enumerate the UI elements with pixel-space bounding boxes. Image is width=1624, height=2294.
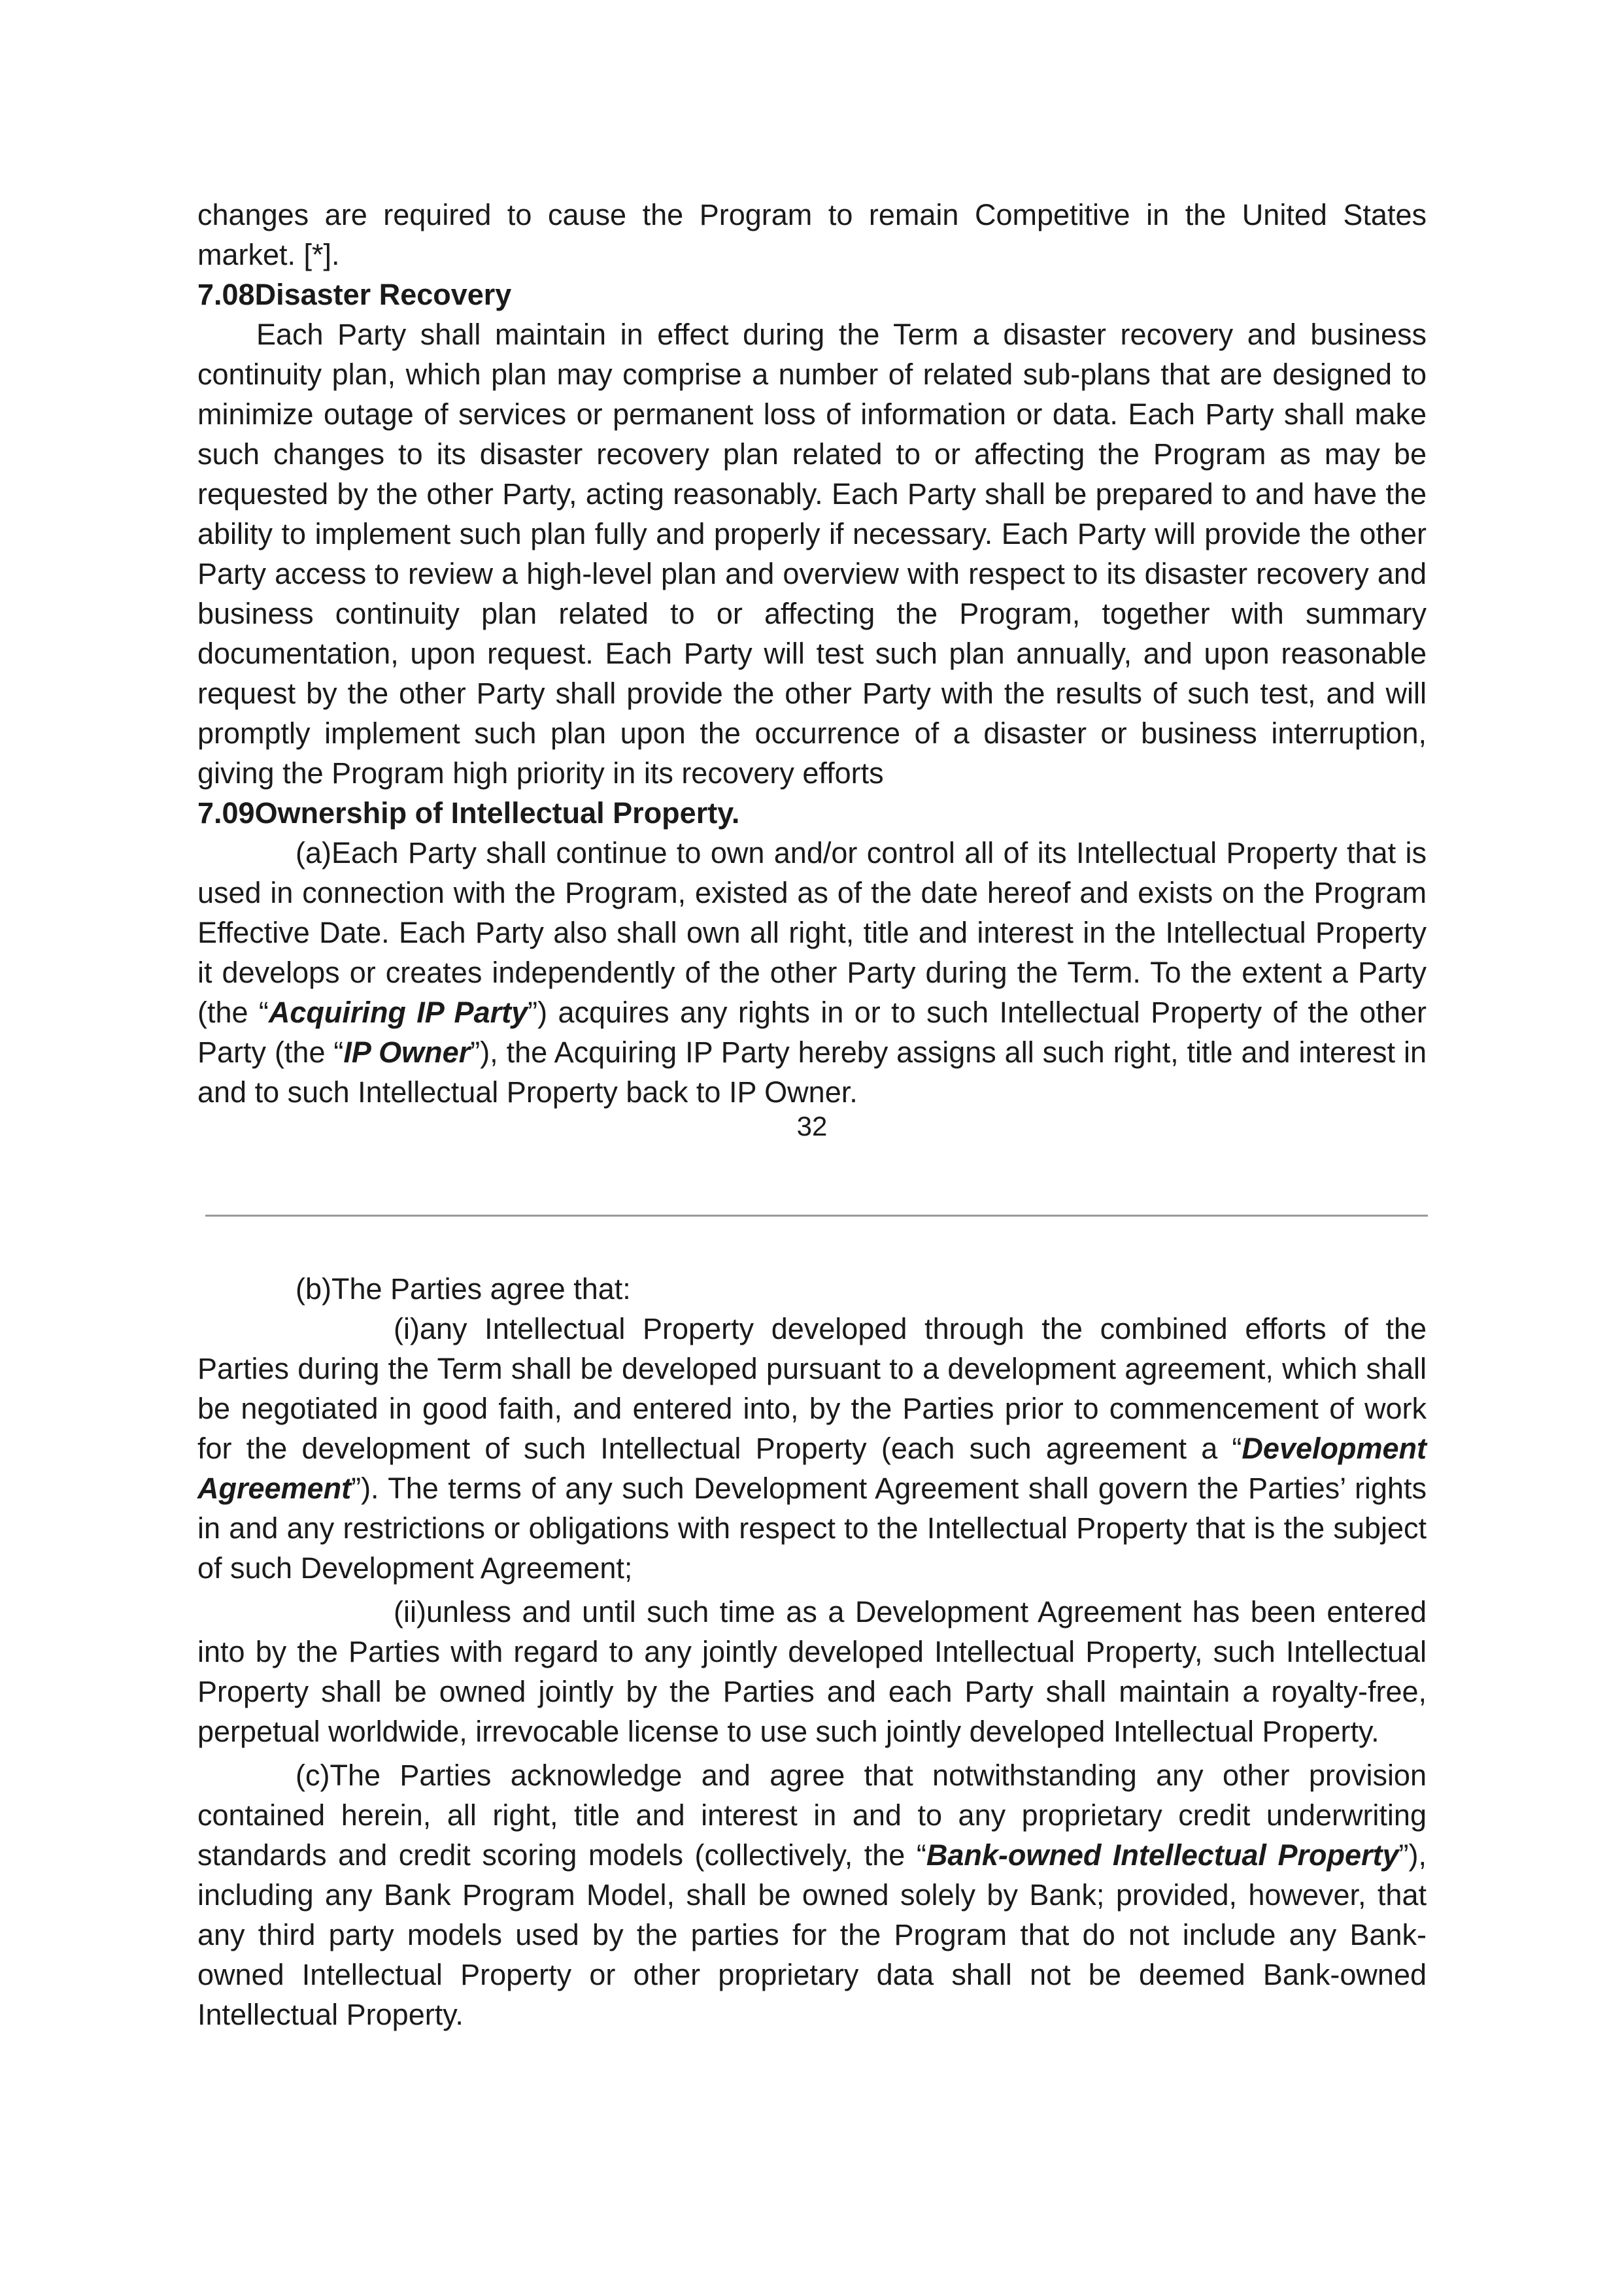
paragraph-a-text-2: ”) acquires any rights in or to such Intellectual Property of the other Party (the “: [197, 996, 1427, 1069]
page-divider: [205, 1215, 1428, 1217]
section-7-09-paragraph-a: [197, 833, 1427, 1112]
paragraph-ii: (ii)unless and until such time as a Development Agreement has been entered into by the Parties with regard to any jointly developed Intellectual Property, such Intellectual Property shall be owned jointly by the Parties and each Party shall maintain a royalty-free, perpetual worldwide, irrevocable license to use such jointly developed Intellectual Property.: [197, 1595, 1427, 1748]
defined-term-ip-owner: IP Owner: [343, 1036, 471, 1069]
paragraph-i-text-1: (i)any Intellectual Property developed through the combined efforts of the Parties during the Term shall be developed pursuant to a development agreement, which shall be negotiated in good faith, and entered into, by the Parties prior to commencement of work for the development of such Intellectual Property (each such agreement a “: [197, 1312, 1427, 1465]
page-number: 32: [796, 1111, 828, 1141]
section-7-08-body: Each Party shall maintain in effect during the Term a disaster recovery and business continuity plan, which plan may comprise a number of related sub-plans that are designed to minimize outage of services or permanent loss of information or data. Each Party shall make such changes to its disaster recovery plan related to or affecting the Program as may be requested by the other Party, acting reasonably. Each Party shall be prepared to and have the ability to implement such plan fully and properly if necessary. Each Party will provide the other Party access to review a high-level plan and overview with respect to its disaster recovery and business continuity plan related to or affecting the Program, together with summary documentation, upon request. Each Party will test such plan annually, and upon reasonable request by the other Party shall provide the other Party with the results of such test, and will promptly implement such plan upon the occurrence of a disaster or business interruption, giving the Program high priority in its recovery efforts: [197, 318, 1427, 790]
paragraph-a-text-3: ”), the Acquiring IP Party hereby assigns all such right, title and interest in and to such Intellectual Property back to IP Owner.: [197, 1036, 1427, 1109]
defined-term-acquiring-ip-party: Acquiring IP Party: [268, 996, 528, 1029]
defined-term-development-agreement: Development Agreement: [197, 1432, 1427, 1505]
page-2-body: [197, 1269, 1427, 2034]
paragraph-c-text-2: ”), including any Bank Program Model, shall be owned solely by Bank; provided, however, that any third party models used by the parties for the Program that do not include any Bank-owned Intellectual Property or other proprietary data shall not be deemed Bank-owned Intellectual Property.: [197, 1838, 1427, 2031]
section-7-08-heading: 7.08Disaster Recovery: [197, 278, 512, 311]
paragraph-i: [197, 1309, 1427, 1588]
defined-term-bank-owned-ip: Bank-owned Intellectual Property: [926, 1838, 1399, 1872]
paragraph-i-text-2: ”). The terms of any such Development Agreement shall govern the Parties’ rights in and any restrictions or obligations with respect to the Intellectual Property that is the subject of such Development Agreement;: [197, 1472, 1427, 1585]
paragraph-a-text-1: (a)Each Party shall continue to own and/or control all of its Intellectual Property that is used in connection with the Program, existed as of the date hereof and exists on the Program Effective Date. Each Party also shall own all right, title and interest in the Intellectual Property it develops or creates independently of the other Party during the Term. To the extent a Party (the “: [197, 836, 1427, 1029]
paragraph-c-text-1: (c)The Parties acknowledge and agree that notwithstanding any other provision contained herein, all right, title and interest in and to any proprietary credit underwriting standards and credit scoring models (collectively, the “: [197, 1759, 1427, 1872]
paragraph-b: (b)The Parties agree that:: [296, 1272, 631, 1306]
intro-paragraph: changes are required to cause the Program to remain Competitive in the United States market. [*].: [197, 198, 1427, 271]
section-7-09-heading: 7.09Ownership of Intellectual Property.: [197, 796, 740, 830]
page-1-body: [197, 195, 1427, 1112]
paragraph-c: [197, 1755, 1427, 2034]
